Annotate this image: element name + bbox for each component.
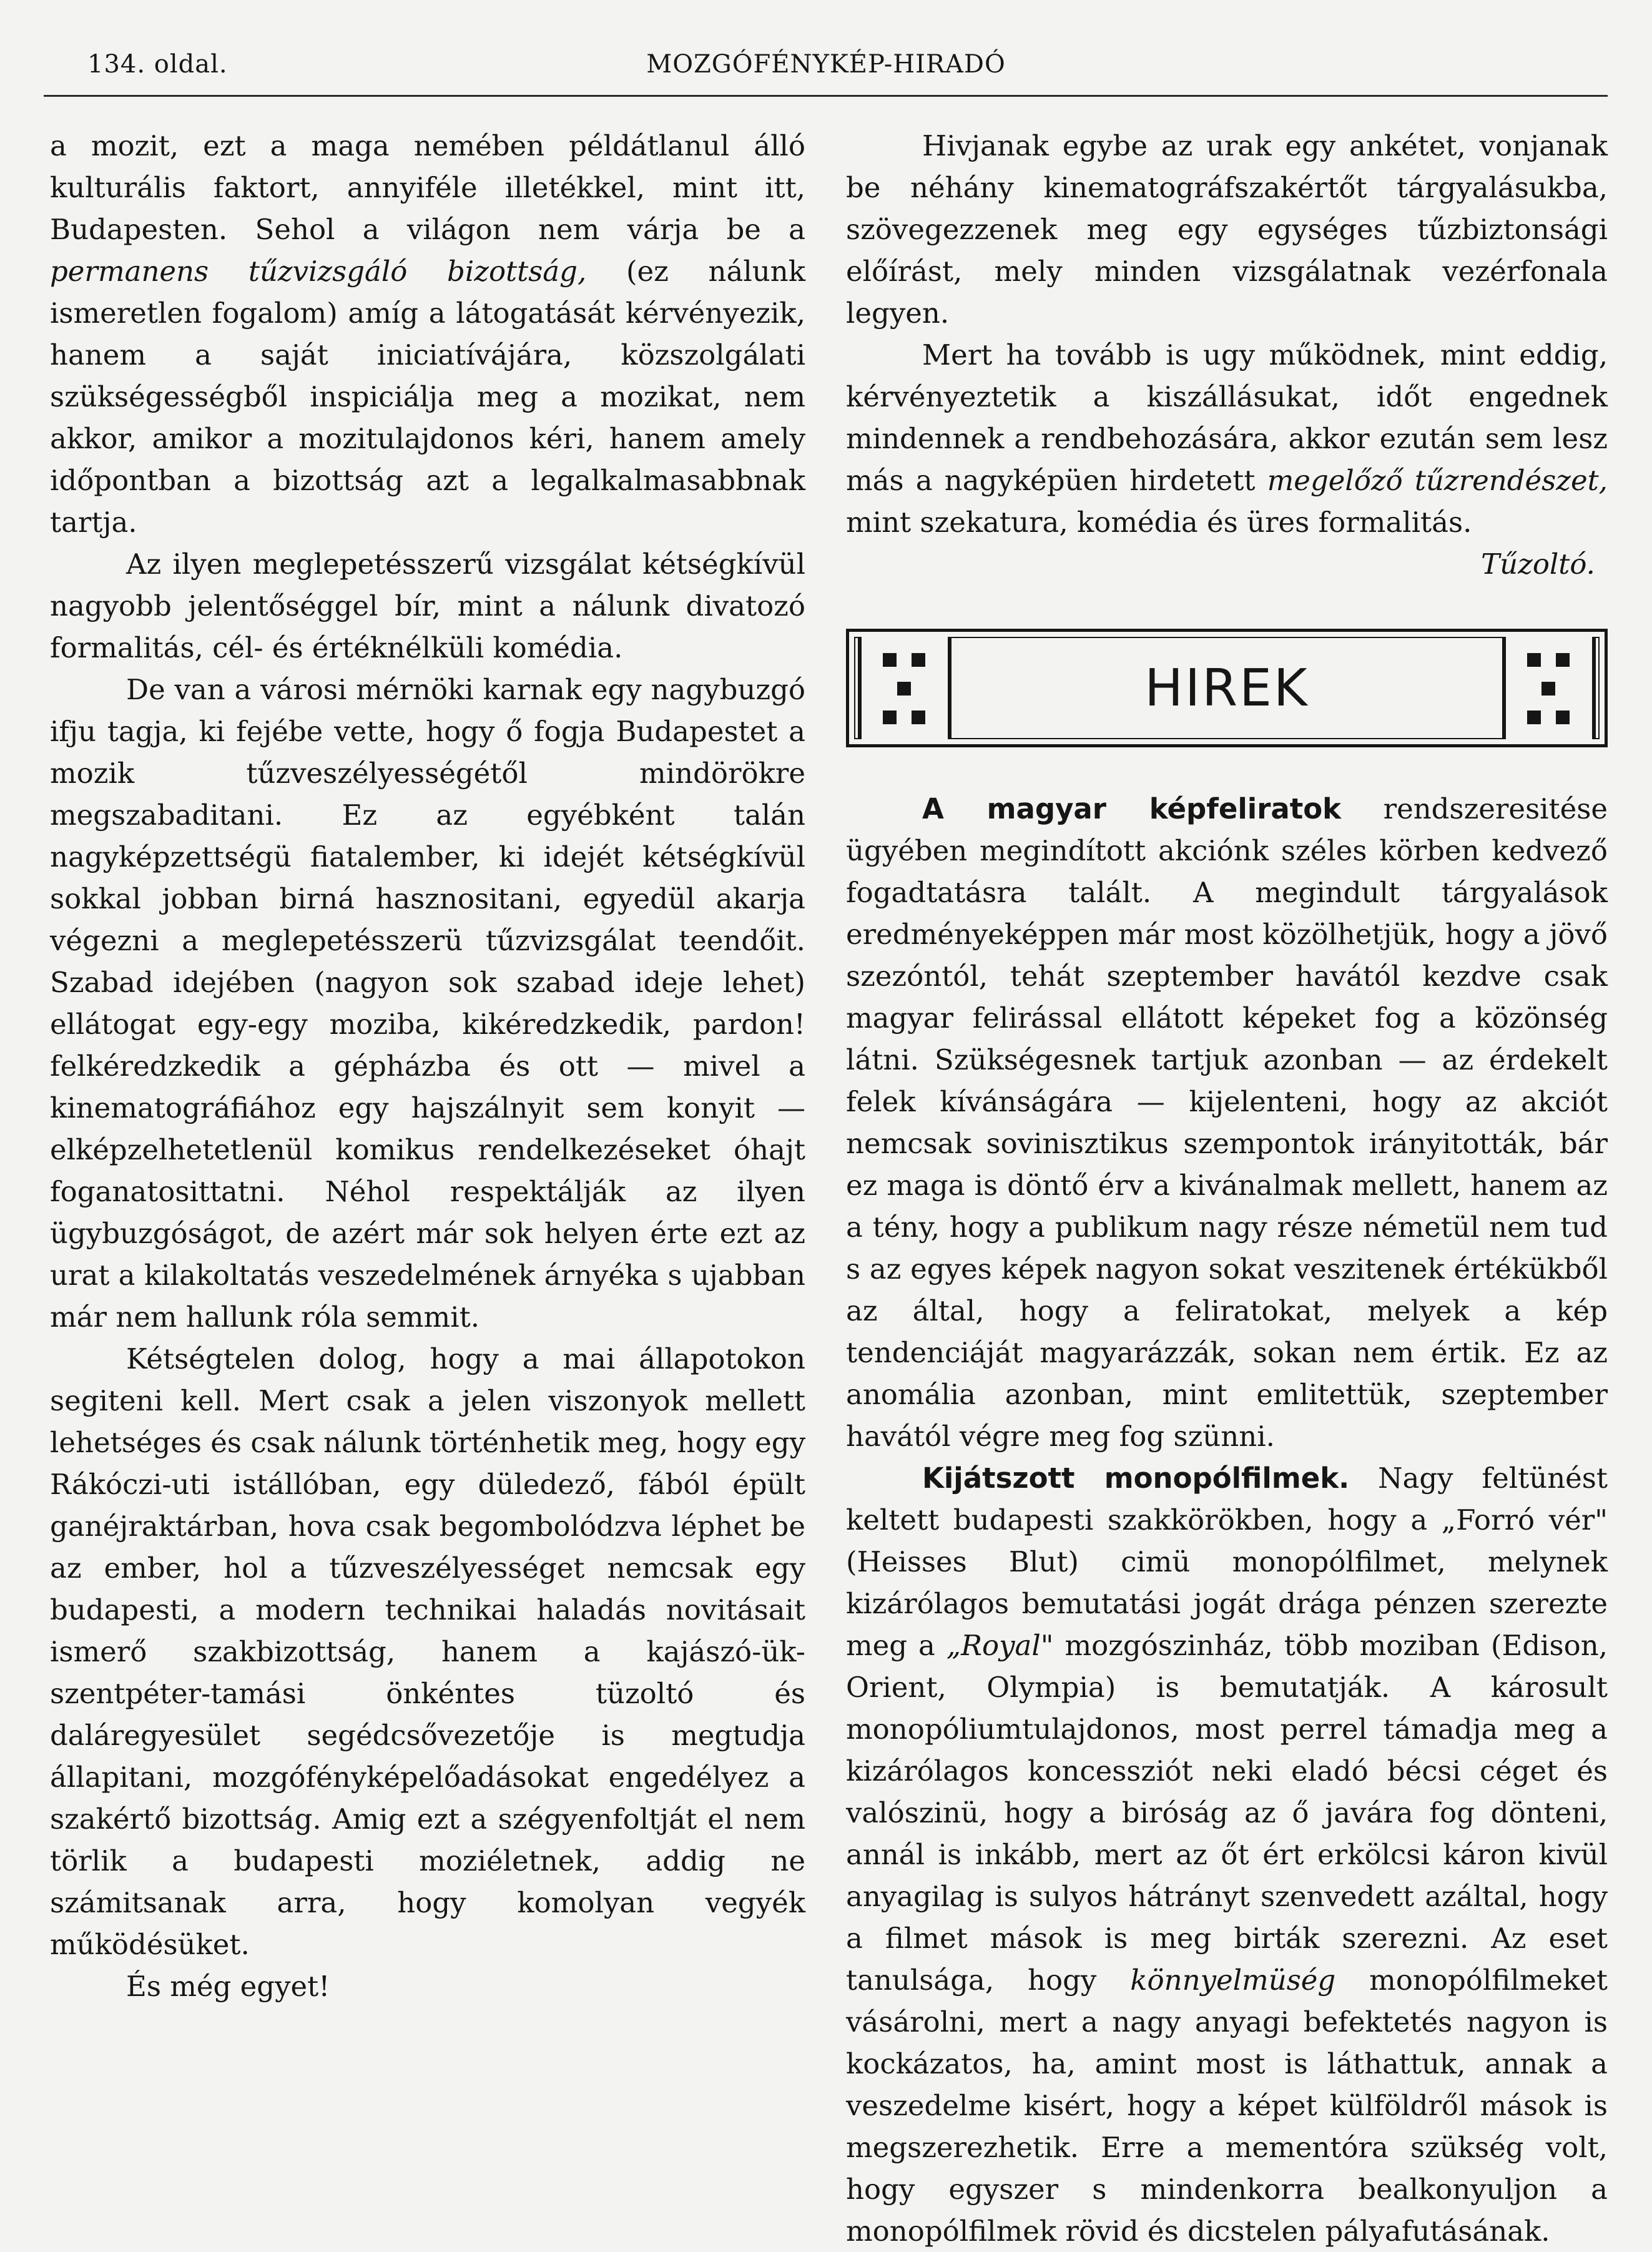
section-title: HIREK xyxy=(1144,658,1309,718)
right-paragraph-1: Hivjanak egybe az urak egy ankétet, vonjanak be néhány kinematográfszakértőt tárgyalásukba, szövegezzenek meg egy egységes tűzbiztonsági előírást, mely minden vizsgálatnak vezérfonala legyen. xyxy=(846,129,1608,330)
right-column xyxy=(846,125,1608,2252)
left-paragraph-5: És még egyet! xyxy=(126,1970,330,2003)
left-paragraph-3: De van a városi mérnöki karnak egy nagybuzgó ifju tagja, ki fejébe vette, hogy ő fogja Budapestet a mozik tűzveszélyességétől mindörökre megszabaditani. Ez az egyébként talán nagyképzettségü fiatalember, ki idejét kétségkívül sokkal jobban birná hasznositani, egyedül akarja végezni a meglepetésszerü tűzvizsgálat teendőit. Szabad idejében (nagyon sok szabad ideje lehet) ellátogat egy-egy moziba, kikéredzkedik, pardon! felkéredzkedik a gépházba és ott — mivel a kinematográfiához egy hajszálnyit sem konyit — elképzelhetetlenül komikus rendelkezéseket óhajt foganatosittatni. Néhol respektálják az ilyen ügybuzgóságot, de azért már sok helyen érte ezt az urat a kilakoltatás veszedelmének árnyéka s ujabban már nem hallunk róla semmit. xyxy=(50,673,805,1334)
page-number: 134. oldal. xyxy=(87,50,228,79)
ornament-dice-icon xyxy=(1502,637,1596,739)
news-item-2-heading: Kijátszott monopólfilmek. xyxy=(922,1462,1350,1495)
news-item-2: Kijátszott monopólfilmek. Nagy feltünést keltett budapesti szakkörökben, hogy a „Forró vér" (Heisses Blut) cimü monopólfilmet, melynek kizárólagos bemutatási jogát drága pénzen szerezte meg a „Royal" mozgószinház, több moziban (Edison, Orient, Olympia) is bemutatják. A károsult monopóliumtulajdonos, most perrel támadja meg a kizárólagos koncessziót neki eladó bécsi céget és valószinü, hogy a biróság az ő javára fog dönteni, annál is inkább, mert az őt ért erkölcsi káron kivül anyagilag is sulyos hátrányt szenvedett azáltal, hogy a filmet mások is meg birták szerezni. Az eset tanulsága, hogy könnyelmüség monopólfilmeket vásárolni, mert a nagy anyagi befektetés nagyon is kockázatos, ha, amint most is láthattuk, annak a veszedelme kisért, hogy a képet külföldről mások is megszerezhetik. Erre a mementóra szükség volt, hogy egyszer s mindenkorra bealkonyuljon a monopólfilmek rövid és dicstelen pályafutásának. xyxy=(846,1462,1608,2248)
left-paragraph-2: Az ilyen meglepetésszerű vizsgálat kétségkívül nagyobb jelentőséggel bír, mint a nálunk divatozó formalitás, cél- és értéknélküli komédia. xyxy=(50,548,805,664)
running-title: MOZGÓFÉNYKÉP-HIRADÓ xyxy=(646,50,1006,79)
header-rule xyxy=(44,95,1608,97)
page-header xyxy=(0,0,1652,100)
news-item-1-heading: A magyar képfeliratok xyxy=(922,792,1342,825)
news-item-1: A magyar képfeliratok rendszeresitése ügyében megindított akciónk széles körben kedvező fogadtatásra talált. A megindult tárgyalások eredményeképpen már most közölhetjük, hogy a jövő szezóntól, tehát szeptember havától kezdve csak magyar felirással ellátott képeket fog a közönség látni. Szükségesnek tartjuk azonban — az érdekelt felek kívánságára — kijelenteni, hogy az akciót nemcsak sovinisztikus szempontok irányitották, bár ez maga is döntő érv a kivánalmak mellett, hanem az a tény, hogy a publikum nagy része németül nem tud s az egyes képek nagyon sokat veszitenek értékükből az által, hogy a feliratokat, melyek a kép tendenciáját magyarázzák, sokan nem értik. Ez az anomália azonban, mint emlitettük, szeptember havától végre meg fog szünni. xyxy=(846,792,1608,1453)
article-signature: Tűzoltó. xyxy=(1481,548,1595,581)
left-paragraph-1: a mozit, ezt a maga nemében példátlanul álló kulturális faktort, annyiféle illetékkel, mint itt, Budapesten. Sehol a világon nem várja be a permanens tűzvizsgáló bizottság, (ez nálunk ismeretlen fogalom) amíg a látogatását kérvényezik, hanem a saját iniciatívájára, közszolgálati szükségességből inspiciálja meg a mozikat, nem akkor, amikor a mozitulajdonos kéri, hanem amely időpontban a bizottság azt a legalkalmasabbnak tartja. xyxy=(50,129,805,539)
right-paragraph-2: Mert ha tovább is ugy működnek, mint eddig, kérvényeztetik a kiszállásukat, időt engednek mindennek a rendbehozására, akkor ezután sem lesz más a nagyképüen hirdetett megelőző tűzrendészet, mint szekatura, komédia és üres formalitás. xyxy=(846,338,1608,539)
left-column xyxy=(50,125,805,2007)
left-paragraph-4: Kétségtelen dolog, hogy a mai állapotokon segiteni kell. Mert csak a jelen viszonyok mellett lehetséges és csak nálunk történhetik meg, hogy egy Rákóczi-uti istállóban, egy düledező, fából épült ganéjraktárban, hova csak begombolódzva léphet be az ember, hol a tűzveszélyességet nemcsak egy budapesti, a modern technikai haladás novitásait ismerő szakbizottság, hanem a kajászó-ük-szentpéter-tamási önkéntes tüzoltó és daláregyesület segédcsővezetője is megtudja állapitani, mozgófényképelőadásokat engedélyez a szakértő bizottság. Amig ezt a szégyenfoltját el nem törlik a budapesti moziéletnek, addig ne számitsanak arra, hogy komolyan vegyék működésüket. xyxy=(50,1342,805,1961)
news-section-banner xyxy=(846,629,1608,747)
